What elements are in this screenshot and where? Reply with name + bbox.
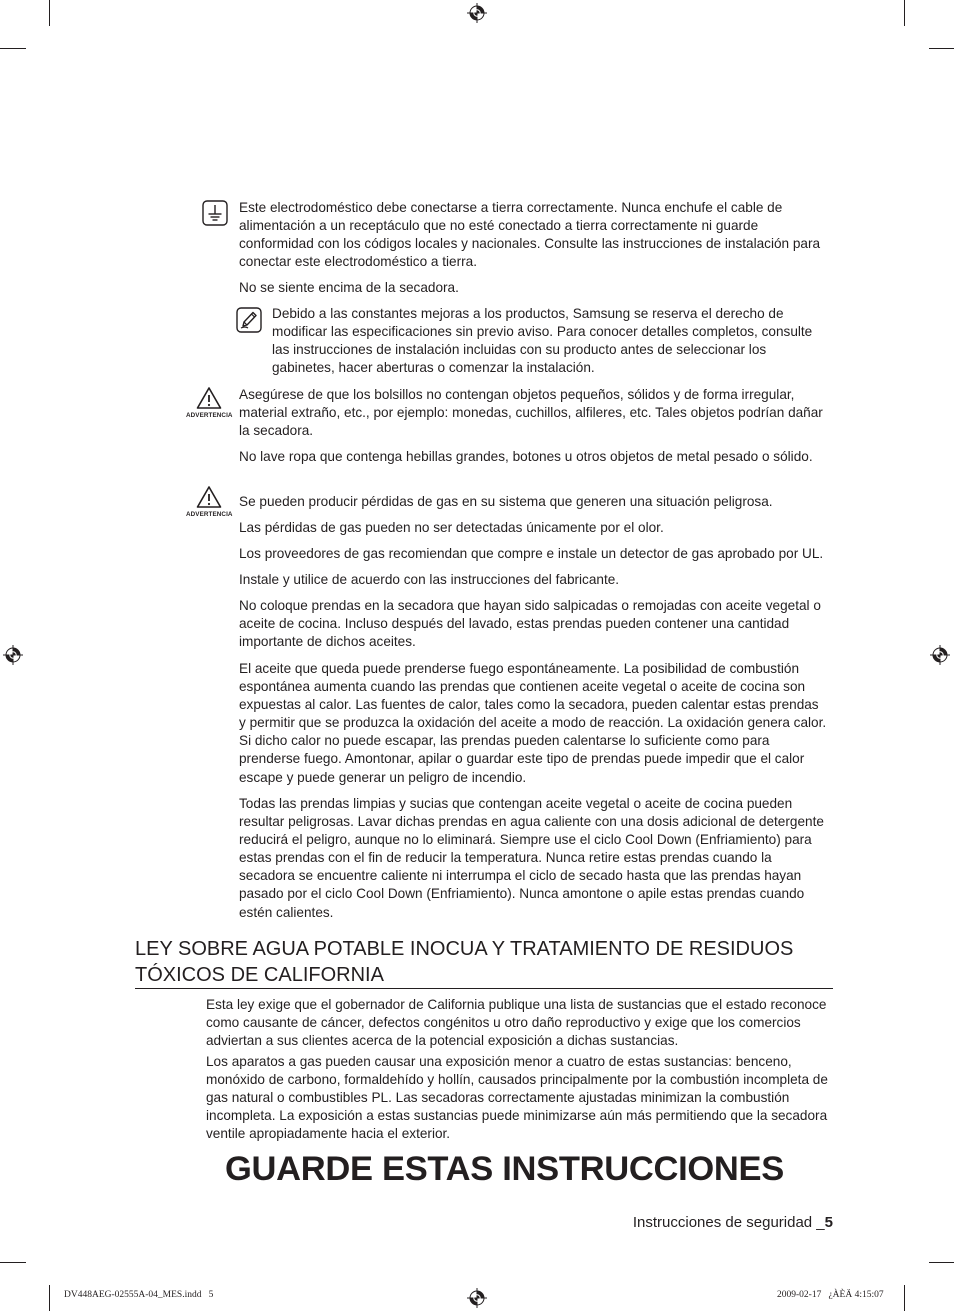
section-heading-line2: TÓXICOS DE CALIFORNIA: [135, 964, 384, 986]
crop-mark: [929, 1262, 954, 1263]
gas-detector-paragraph: Los proveedores de gas recomiendan que compre e instale un detector de gas aprobado por UL.: [239, 546, 824, 561]
warning-label: ADVERTENCIA: [186, 412, 233, 419]
registration-mark-icon: [467, 3, 487, 23]
no-sit-paragraph: No se siente encima de la secadora.: [239, 280, 459, 295]
crop-mark: [49, 1285, 50, 1311]
page-footer: [633, 1214, 833, 1231]
cool-down-paragraph: Todas las prendas limpias y sucias que contengan aceite vegetal o aceite de cocina pueden resultar peligrosas. Lavar dichas prendas en agua caliente con una dosis adicional de detergente reducirá el peligro, aunque no lo eliminará. Siempre use el ciclo Cool Down (Enfriamiento) para estas prendas con el fin de reducir la temperatura. Nunca retire estas prendas cuando la secadora se encuentre caliente ni interrumpa el ciclo de secado hasta que las prendas hayan pasado por el ciclo Cool Down (Enfriamiento). Nunca amontone o apile estas prendas cuando estén calientes.: [239, 796, 824, 920]
exposure-paragraph: Los aparatos a gas pueden causar una exposición menor a cuatro de estas sustancias: benceno, monóxido de carbono, formaldehído y hollín, causados principalmente por la combustión incompleta de gas natural o combustibles PL. Las secadoras correctamente ajustadas minimizan la combustión incompleta. La exposición a estas sustancias puede minimizarse aún más permitiendo que la secadora ventile apropiadamente hacia el exterior.: [206, 1054, 828, 1142]
note-paragraph: Debido a las constantes mejoras a los productos, Samsung se reserva el derecho de modificar las especificaciones sin previo aviso. Para conocer detalles completos, consulte las instrucciones de instalación incluidas con su producto antes de seleccionar los gabinetes, hacer aberturas o comenzar la instalación.: [272, 306, 813, 376]
file-slug: DV448AEG-02555A-04_MES.indd 5: [64, 1290, 214, 1300]
warning-triangle-icon: [196, 485, 222, 509]
oil-clothes-paragraph: No coloque prendas en la secadora que hayan sido salpicadas o remojadas con aceite vegetal o aceite de cocina. Incluso después del lavado, estas prendas pueden contener una cantidad importante de dichos aceites.: [239, 598, 821, 650]
registration-mark-icon: [3, 645, 23, 665]
registration-mark-icon: [930, 645, 950, 665]
crop-mark: [49, 0, 50, 26]
install-paragraph: Instale y utilice de acuerdo con las instrucciones del fabricante.: [239, 572, 620, 587]
ground-symbol-icon: [202, 200, 228, 226]
section-heading-line1: LEY SOBRE AGUA POTABLE INOCUA Y TRATAMIENTO DE RESIDUOS: [135, 938, 794, 960]
gas-smell-paragraph: Las pérdidas de gas pueden no ser detectadas únicamente por el olor.: [239, 520, 664, 535]
ground-paragraph: Este electrodoméstico debe conectarse a tierra correctamente. Nunca enchufe el cable de alimentación a un receptáculo que no esté conectado a tierra correctamente ni guarde conformidad con los códigos locales y nacionales. Consulte las instrucciones de instalación para conectar este electrodoméstico a tierra.: [239, 200, 821, 270]
crop-mark: [929, 48, 954, 49]
date-slug: 2009-02-17 ¿ÀÈÄ 4:15:07: [777, 1290, 884, 1300]
crop-mark: [904, 1285, 905, 1311]
crop-mark: [0, 48, 26, 49]
footer-label: Instrucciones de seguridad _: [632, 1214, 825, 1231]
section-divider: [135, 988, 833, 989]
save-instructions-title: GUARDE ESTAS INSTRUCCIONES: [225, 1150, 784, 1188]
page-number: 5: [824, 1214, 833, 1231]
buckles-paragraph: No lave ropa que contenga hebillas grandes, botones u otros objetos de metal pesado o sólido.: [239, 449, 813, 464]
crop-mark: [904, 0, 905, 26]
registration-mark-icon: [467, 1288, 487, 1308]
oil-fire-paragraph: El aceite que queda puede prenderse fuego espontáneamente. La posibilidad de combustión espontánea aumenta cuando las prendas que contienen aceite vegetal o aceite de cocina son expuestas al calor. Las fuentes de calor, tales como la secadora, pueden calentar estas prendas y permitir que se produzca la oxidación del aceite a modo de reacción. La oxidación genera calor. Si dicho calor no puede escapar, las prendas pueden calentarse lo suficiente como para prenderse fuego. Amontonar, apilar o guardar este tipo de prendas puede impedir que el calor escape y puede generar un peligro de incendio.: [239, 661, 827, 785]
pockets-paragraph: Asegúrese de que los bolsillos no contengan objetos pequeños, sólidos y de forma irregular, material extraño, etc., por ejemplo: monedas, cuchillos, alfileres, etc. Tales objetos podrían dañar la secadora.: [239, 387, 823, 439]
crop-mark: [0, 1262, 26, 1263]
note-pencil-icon: [236, 307, 262, 333]
warning-label: ADVERTENCIA: [186, 511, 233, 518]
warning-triangle-icon: [196, 386, 222, 410]
gas-leak-paragraph: Se pueden producir pérdidas de gas en su sistema que generen una situación peligrosa.: [239, 494, 773, 509]
law-paragraph: Esta ley exige que el gobernador de California publique una lista de sustancias que el estado reconoce como causante de cáncer, defectos congénitos u otro daño reproductivo y exige que los comercios adviertan a sus clientes acerca de la potencial exposición a dichas sustancias.: [206, 997, 827, 1049]
